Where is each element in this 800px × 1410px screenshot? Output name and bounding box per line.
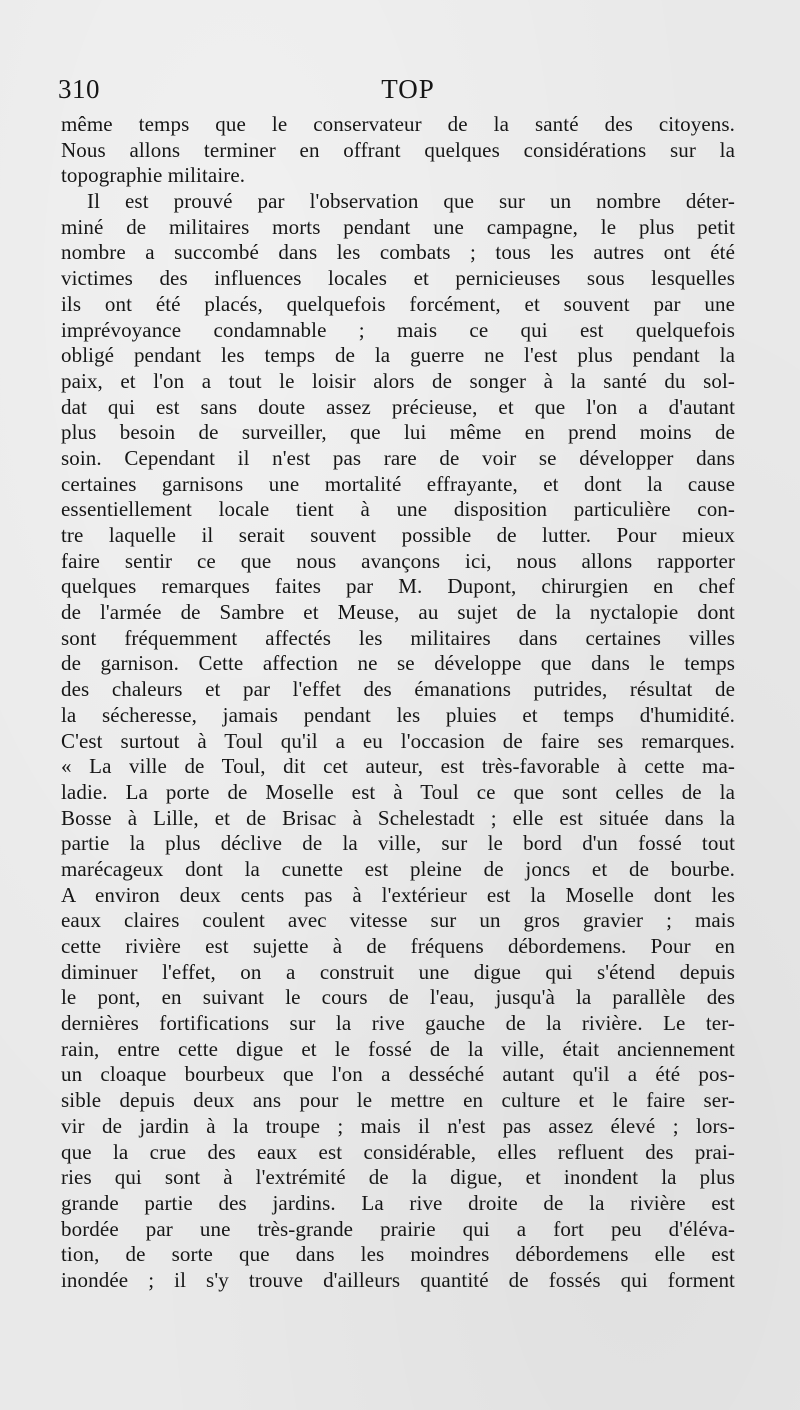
text-line: miné de militaires morts pendant une campagne, le plus petit — [61, 214, 735, 239]
text-line: eaux claires coulent avec vitesse sur un gros gravier ; mais — [61, 908, 735, 933]
text-line: Bosse à Lille, et de Brisac à Schelestadt ; elle est située dans la — [61, 805, 735, 830]
text-line: vir de jardin à la troupe ; mais il n'est pas assez élevé ; lors- — [61, 1113, 735, 1138]
text-line: Il est prouvé par l'observation que sur un nombre déter- — [87, 189, 735, 214]
running-title: TOP — [381, 74, 435, 104]
text-line: sible depuis deux ans pour le mettre en culture et le faire ser- — [61, 1088, 735, 1113]
text-line: partie la plus déclive de la ville, sur le bord d'un fossé tout — [61, 831, 735, 856]
text-line: « La ville de Toul, dit cet auteur, est très-favorable à cette ma- — [61, 754, 735, 779]
text-line: cette rivière est sujette à de fréquens débordemens. Pour en — [61, 934, 735, 958]
text-line: tion, de sorte que dans les moindres débordemens elle est — [61, 1242, 735, 1267]
text-line: paix, et l'on a tout le loisir alors de songer à la santé du sol- — [61, 368, 735, 393]
text-line: que la crue des eaux est considérable, elles refluent des prai- — [61, 1139, 735, 1164]
text-line: certaines garnisons une mortalité effrayante, et dont la cause — [61, 471, 735, 496]
text-line: grande partie des jardins. La rive droite de la rivière est — [61, 1190, 735, 1215]
text-line: rain, entre cette digue et le fossé de la ville, était anciennement — [61, 1036, 735, 1061]
text-line: topographie militaire. — [61, 163, 246, 188]
text-line: inondée ; il s'y trouve d'ailleurs quantité de fossés qui forment — [61, 1267, 735, 1292]
text-line: plus besoin de surveiller, que lui même en prend moins de — [61, 420, 735, 445]
text-line: diminuer l'effet, on a construit une digue qui s'étend depuis — [61, 959, 735, 984]
text-line: sont fréquemment affectés les militaires dans certaines villes — [61, 625, 735, 650]
page-header — [58, 74, 734, 114]
text-line: imprévoyance condamnable ; mais ce qui est quelquefois — [61, 317, 735, 342]
text-line: dernières fortifications sur la rive gauche de la rivière. Le ter- — [61, 1011, 735, 1036]
page-number: 310 — [58, 74, 100, 104]
text-line: marécageux dont la cunette est pleine de joncs et de bourbe. — [61, 856, 735, 881]
text-line: victimes des influences locales et pernicieuses sous lesquelles — [61, 266, 735, 291]
text-line: soin. Cependant il n'est pas rare de voir se développer dans — [61, 445, 735, 470]
text-line: bordée par une très-grande prairie qui a fort peu d'éléva- — [61, 1216, 735, 1241]
text-line: ladie. La porte de Moselle est à Toul ce que sont celles de la — [61, 779, 735, 804]
text-line: des chaleurs et par l'effet des émanations putrides, résultat de — [61, 677, 735, 702]
text-line: faire sentir ce que nous avançons ici, nous allons rapporter — [61, 548, 735, 573]
text-line: de l'armée de Sambre et Meuse, au sujet de la nyctalopie dont — [61, 600, 735, 625]
text-line: quelques remarques faites par M. Dupont, chirurgien en chef — [61, 574, 735, 599]
text-line: même temps que le conservateur de la santé des citoyens. — [61, 112, 735, 136]
text-line: la sécheresse, jamais pendant les pluies et temps d'humidité. — [61, 702, 735, 727]
text-line: de garnison. Cette affection ne se développe que dans le temps — [61, 651, 735, 676]
text-line: tre laquelle il serait souvent possible de lutter. Pour mieux — [61, 523, 735, 547]
text-line: Nous allons terminer en offrant quelques considérations sur la — [61, 137, 735, 162]
text-line: un cloaque bourbeux que l'on a desséché autant qu'il a été pos- — [61, 1062, 735, 1087]
body-text — [61, 112, 735, 1294]
text-line: dat qui est sans doute assez précieuse, et que l'on a d'autant — [61, 394, 735, 419]
text-line: le pont, en suivant le cours de l'eau, jusqu'à la parallèle des — [61, 985, 735, 1010]
text-line: ils ont été placés, quelquefois forcément, et souvent par une — [61, 291, 735, 316]
text-line: essentiellement locale tient à une disposition particulière con- — [61, 497, 735, 522]
text-line: obligé pendant les temps de la guerre ne l'est plus pendant la — [61, 343, 735, 368]
text-line: nombre a succombé dans les combats ; tous les autres ont été — [61, 240, 735, 265]
text-line: A environ deux cents pas à l'extérieur est la Moselle dont les — [61, 882, 735, 907]
text-line: C'est surtout à Toul qu'il a eu l'occasion de faire ses remarques. — [61, 728, 735, 753]
text-line: ries qui sont à l'extrémité de la digue, et inondent la plus — [61, 1165, 735, 1190]
